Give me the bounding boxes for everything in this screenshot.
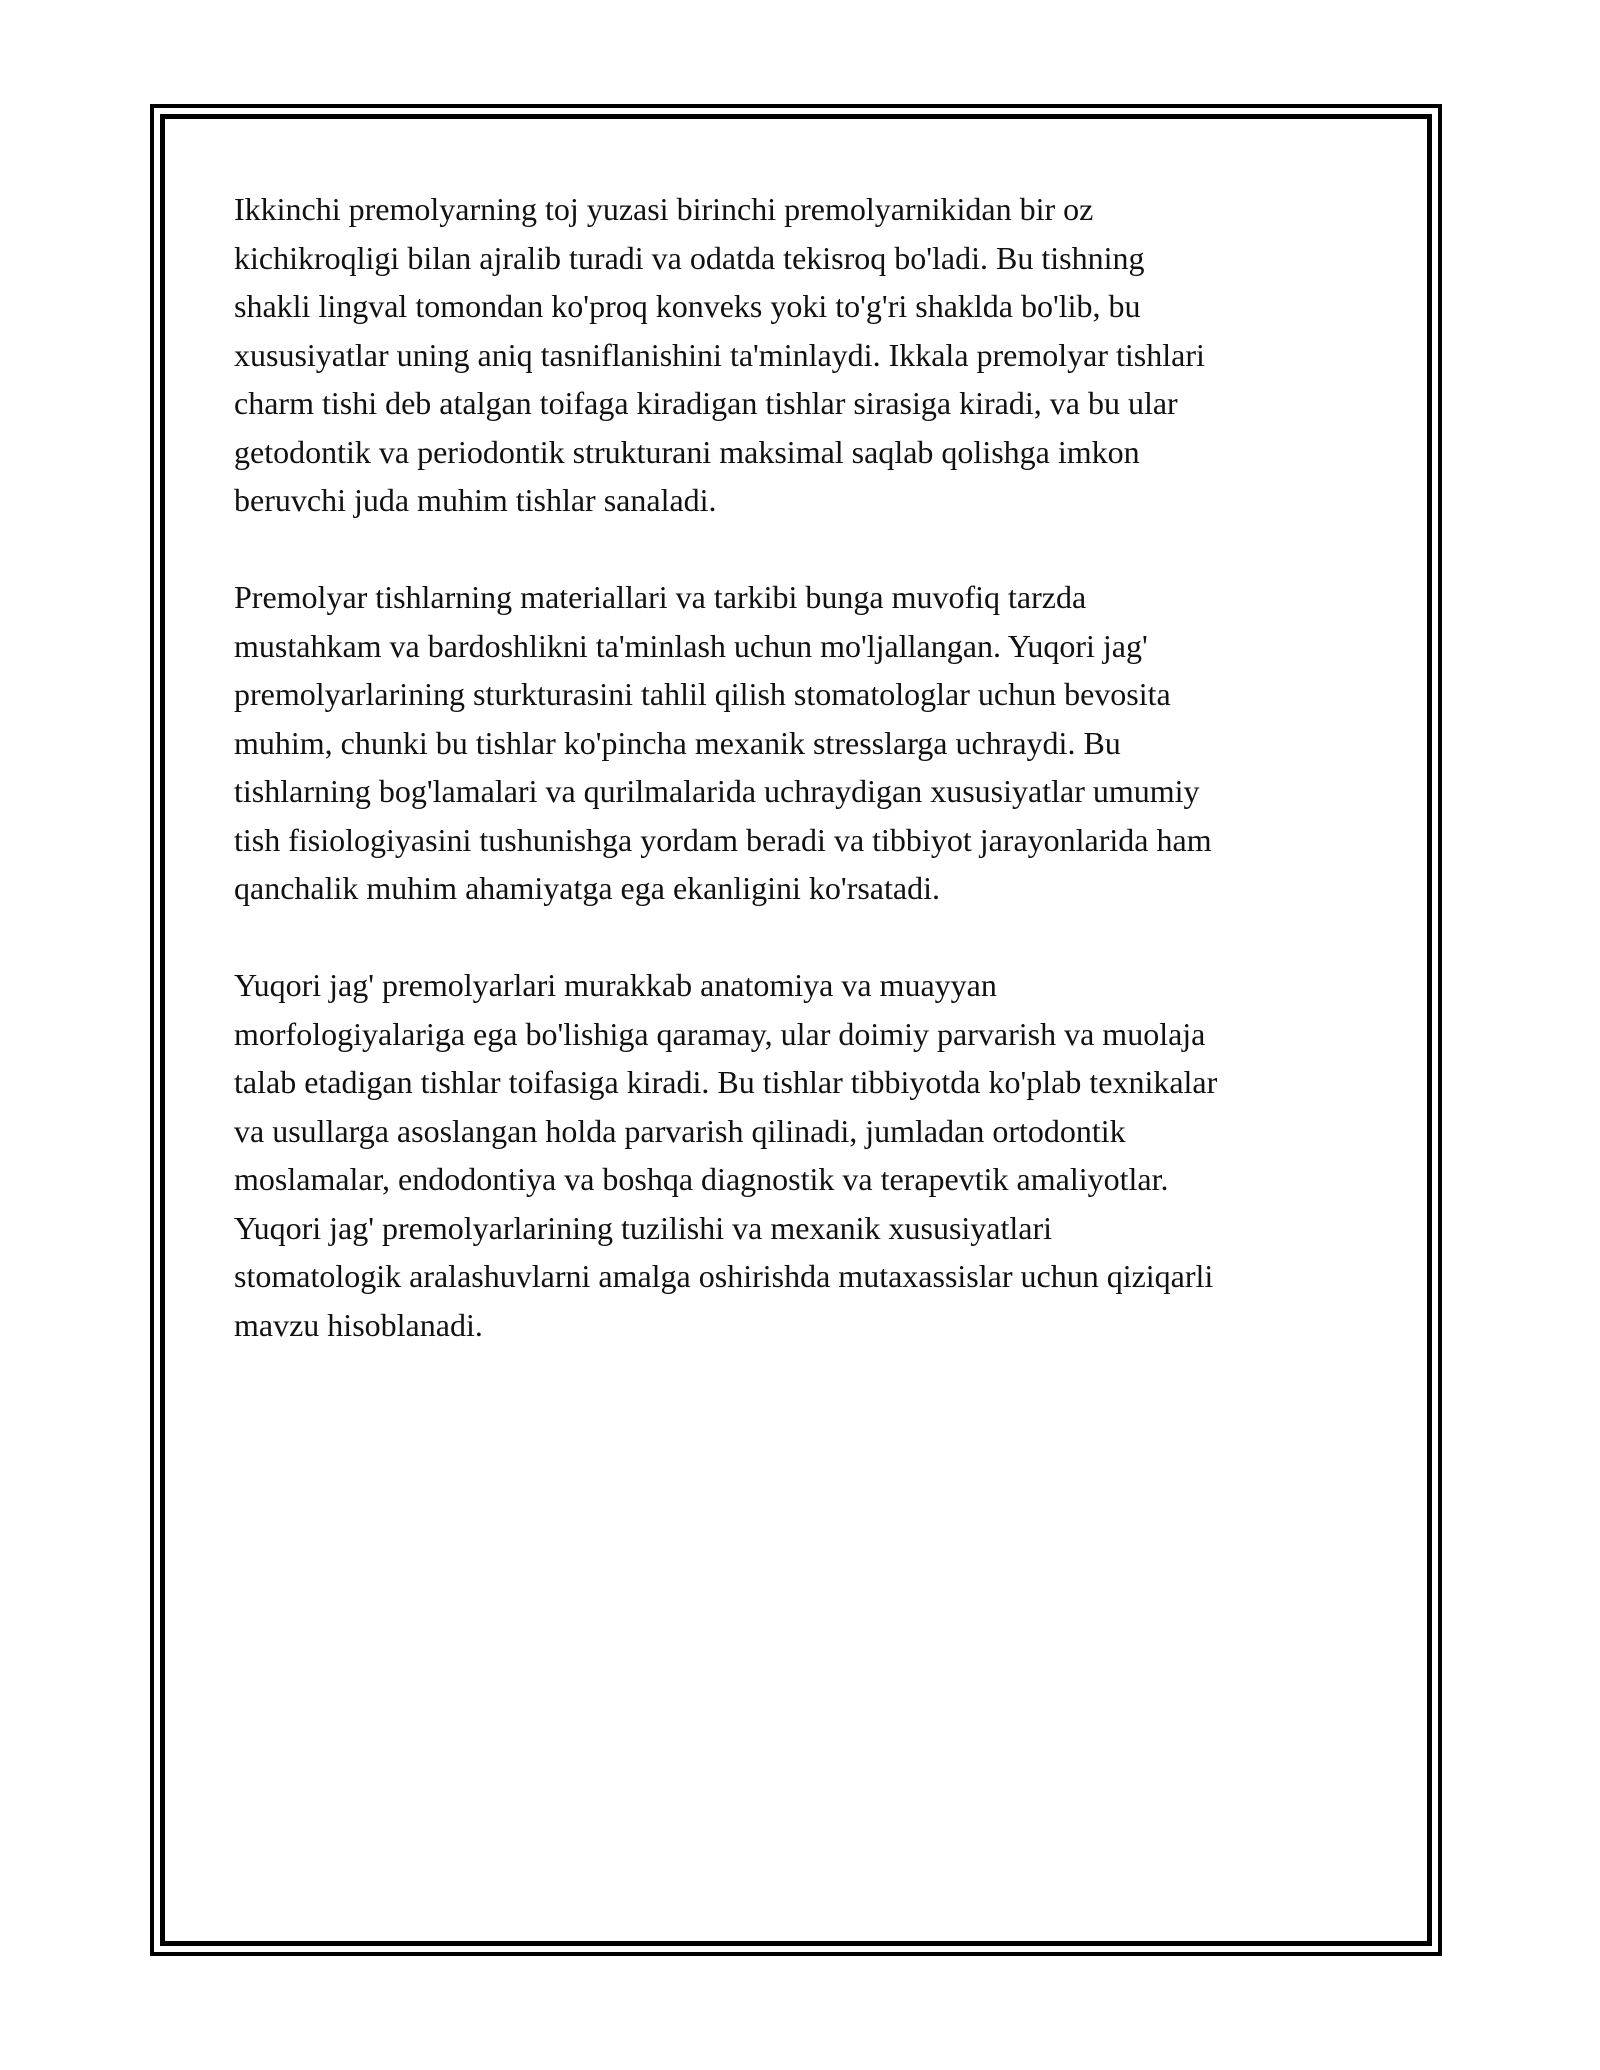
paragraph-2: Premolyar tishlarning materiallari va tarkibi bunga muvofiq tarzda mustahkam va bardoshlikni ta'minlash uchun mo'ljallangan. Yuqori jag' premolyarlarining sturkturasini tahlil qilish stomatologlar uchun bevosita muhim, chunki bu tishlar ko'pincha mexanik stresslarga uchraydi. Bu tishlarning bog'lamalari va qurilmalarida uchraydigan xususiyatlar umumiy tish fisiologiyasini tushunishga yordam beradi va tibbiyot jarayonlarida ham qanchalik muhim ahamiyatga ega ekanligini ko'rsatadi. xyxy=(234,579,1212,906)
paragraph-3: Yuqori jag' premolyarlari murakkab anatomiya va muayyan morfologiyalariga ega bo'lishiga qaramay, ular doimiy parvarish va muolaja talab etadigan tishlar toifasiga kiradi. Bu tishlar tibbiyotda ko'plab texnikalar va usullarga asoslangan holda parvarish qilinadi, jumladan ortodontik moslamalar, endodontiya va boshqa diagnostik va terapevtik amaliyotlar. Yuqori jag' premolyarlarining tuzilishi va mexanik xususiyatlari stomatologik aralashuvlarni amalga oshirishda mutaxassislar uchun qiziqarli mavzu hisoblanadi. xyxy=(234,967,1218,1343)
paragraph-1: Ikkinchi premolyarning toj yuzasi birinchi premolyarnikidan bir oz kichikroqligi bilan ajralib turadi va odatda tekisroq bo'ladi. Bu tishning shakli lingval tomondan ko'proq konveks yoki to'g'ri shaklda bo'lib, bu xususiyatlar uning aniq tasniflanishini ta'minlaydi. Ikkala premolyar tishlari charm tishi deb atalgan toifaga kiradigan tishlar sirasiga kiradi, va bu ular getodontik va periodontik strukturani maksimal saqlab qolishga imkon beruvchi juda muhim tishlar sanaladi. xyxy=(234,191,1205,518)
document-body xyxy=(234,185,1364,1398)
